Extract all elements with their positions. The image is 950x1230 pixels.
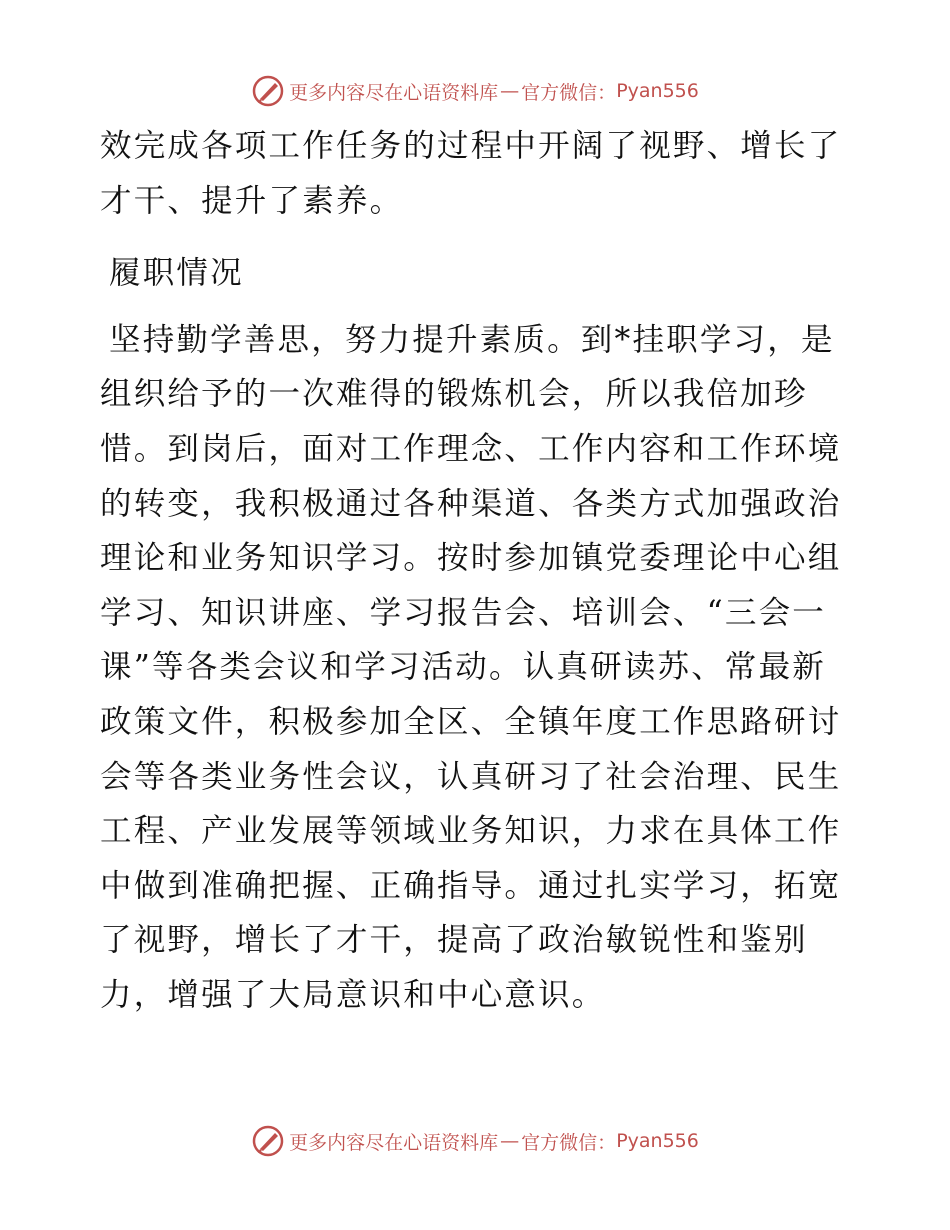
watermark-separator: —: [500, 1130, 520, 1152]
watermark-separator: —: [500, 80, 520, 102]
watermark-wechat-label: 官方微信：: [521, 81, 617, 104]
paragraph-line: 力，增强了大局意识和中心意识。: [100, 976, 606, 1013]
text-line: 效完成各项工作任务的过程中开阔了视野、增长了: [100, 128, 842, 164]
paragraph-line: 惜。到岗后，面对工作理念、工作内容和工作环境: [100, 430, 842, 467]
header-watermark: [0, 71, 950, 111]
quill-logo-icon: [251, 1124, 285, 1158]
watermark-text: 更多内容尽在心语资料库: [289, 81, 499, 104]
paragraph-line: 的转变，我积极通过各种渠道、各类方式加强政治: [100, 485, 842, 522]
paragraph-line: 理论和业务知识学习。按时参加镇党委理论中心组: [100, 540, 842, 577]
watermark-wechat-label: 官方微信：: [521, 1131, 617, 1154]
document-body: [100, 119, 852, 1023]
paragraph-line: 课”等各类会议和学习活动。认真研读苏、常最新: [100, 649, 827, 686]
paragraph-line: 了视野，增长了才干，提高了政治敏锐性和鉴别: [100, 922, 808, 959]
watermark-wechat-id: Pyan556: [616, 80, 699, 102]
paragraph-line: 组织给予的一次难得的锻炼机会，所以我倍加珍: [100, 376, 808, 413]
watermark-wechat-id: Pyan556: [616, 1130, 699, 1152]
paragraph-line: 政策文件，积极参加全区、全镇年度工作思路研讨: [100, 703, 842, 740]
paragraph-line: 会等各类业务性会议，认真研习了社会治理、民生: [100, 758, 842, 795]
quill-logo-icon: [251, 74, 285, 108]
paragraph-line: 坚持勤学善思，努力提升素质。到*挂职学习，是: [109, 321, 835, 358]
watermark-text: 更多内容尽在心语资料库: [289, 1131, 499, 1154]
section-heading: 履职情况: [109, 255, 244, 292]
text-line: 才干、提升了素养。: [100, 182, 404, 219]
paragraph-line: 中做到准确把握、正确指导。通过扎实学习，拓宽: [100, 867, 842, 904]
paragraph-line: 学习、知识讲座、学习报告会、培训会、“三会一: [100, 594, 827, 631]
footer-watermark: [0, 1121, 950, 1161]
paragraph-line: 工程、产业发展等领域业务知识，力求在具体工作: [100, 813, 842, 850]
